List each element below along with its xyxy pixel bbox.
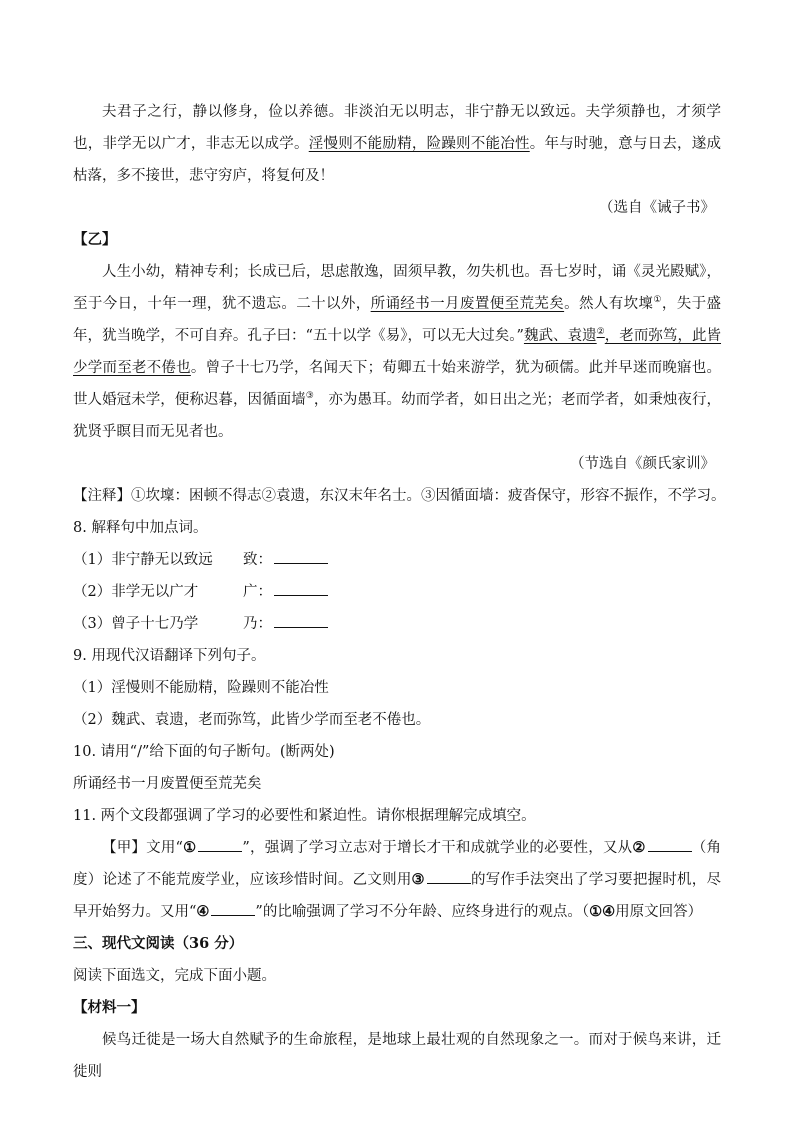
q10-title: 10. 请用“/”给下面的句子断句。(断两处) [73, 744, 335, 760]
q11-title: 11. 两个文段都强调了学习的必要性和紧迫性。请你根据理解完成填空。 [73, 808, 536, 824]
section-3-title: 三、现代文阅读（36 分） [73, 935, 244, 952]
q10-sentence: 所诵经书一月废置便至荒芜矣 [73, 776, 262, 792]
annotations: 【注释】①坎壈：困顿不得志②袁遗，东汉末年名士。③因循面墙：疲沓保守，形容不振作，不学习。 [73, 488, 726, 504]
q9-title: 9. 用现代汉语翻译下列句子。 [73, 648, 266, 664]
yi-source: （节选自《颜氏家训》 [570, 456, 715, 472]
q8-item-1: （1）非宁静无以致远 致： [73, 544, 721, 576]
answer-blank[interactable] [274, 613, 328, 628]
answer-blank[interactable] [274, 581, 328, 596]
q8-item-2: （2）非学无以广才 广： [73, 576, 721, 608]
jia-passage: 夫君子之行，静以修身，俭以养德。非淡泊无以明志，非宁静无以致远。夫学须静也，才须学也，非学无以广才，非志无以成学。淫慢则不能励精，险躁则不能冶性。年与时驰，意与日去，遂成枯落，多不接世，悲守穷庐，将复何及！ [73, 104, 722, 184]
underlined-sentence-2a: 魏武、袁遗 [523, 328, 597, 344]
q11-body: 【甲】文用“① ”，强调了学习立志对于增长才干和成就学业的必要性，又从② （角度）论述了不能荒废学业，应该珍惜时间。乙文则用③ 的写作手法突出了学习要把握时机，尽早开始努力。又用“④ ”的比喻强调了学习不分年龄、应终身进行的观点。（①④用原文回答） [73, 839, 722, 920]
q9-item-2: （2）魏武、袁遗，老而弥笃，此皆少学而至老不倦也。 [73, 712, 431, 728]
q8-title: 8. 解释句中加点词。 [73, 520, 208, 536]
answer-blank[interactable] [648, 837, 692, 852]
material-1-text: 候鸟迁徙是一场大自然赋予的生命旅程，是地球上最壮观的自然现象之一。而对于候鸟来讲，迁徙则 [73, 1032, 721, 1080]
underlined-sentence-1: 所诵经书一月废置便至荒芜矣 [370, 296, 565, 312]
underlined-sentence: 淫慢则不能励精，险躁则不能冶性 [308, 136, 530, 152]
yi-label: 【乙】 [73, 231, 117, 248]
answer-blank[interactable] [211, 901, 255, 916]
note-ref-2: ② [596, 327, 605, 338]
underlined-sentence-2b: ，老而弥笃，此皆少学而至老不倦也 [73, 328, 722, 376]
material-1-label: 【材料一】 [73, 999, 146, 1016]
answer-blank[interactable] [427, 869, 471, 884]
note-ref-1: ① [653, 295, 662, 306]
answer-blank[interactable] [198, 837, 242, 852]
q9-item-1: （1）淫慢则不能励精，险躁则不能冶性 [73, 680, 329, 696]
yi-passage: 人生小幼，精神专利；长成已后，思虑散逸，固须早教，勿失机也。吾七岁时，诵《灵光殿赋》，至于今日，十年一理，犹不遗忘。二十以外，所诵经书一月废置便至荒芜矣。然人有坎壈①，失于盛年，犹当晚学，不可自弃。孔子曰：“五十以学《易》，可以无大过矣。”魏武、袁遗②，老而弥笃，此皆少学而至老不倦也。曾子十七乃学，名闻天下；荀卿五十始来游学，犹为硕儒。此并早迷而晚寤也。世人婚冠未学，便称迟暮，因循面墙③，亦为愚耳。幼而学者，如日出之光；老而学者，如秉烛夜行，犹贤乎瞑目而无见者也。 [73, 264, 722, 440]
note-ref-3: ③ [305, 391, 314, 402]
section-3-instruction: 阅读下面选文，完成下面小题。 [73, 968, 276, 984]
q8-item-3: （3）曾子十七乃学 乃： [73, 608, 721, 640]
document-page [73, 96, 726, 1088]
answer-blank[interactable] [274, 549, 328, 564]
jia-source: （选自《诫子书》 [599, 200, 715, 216]
